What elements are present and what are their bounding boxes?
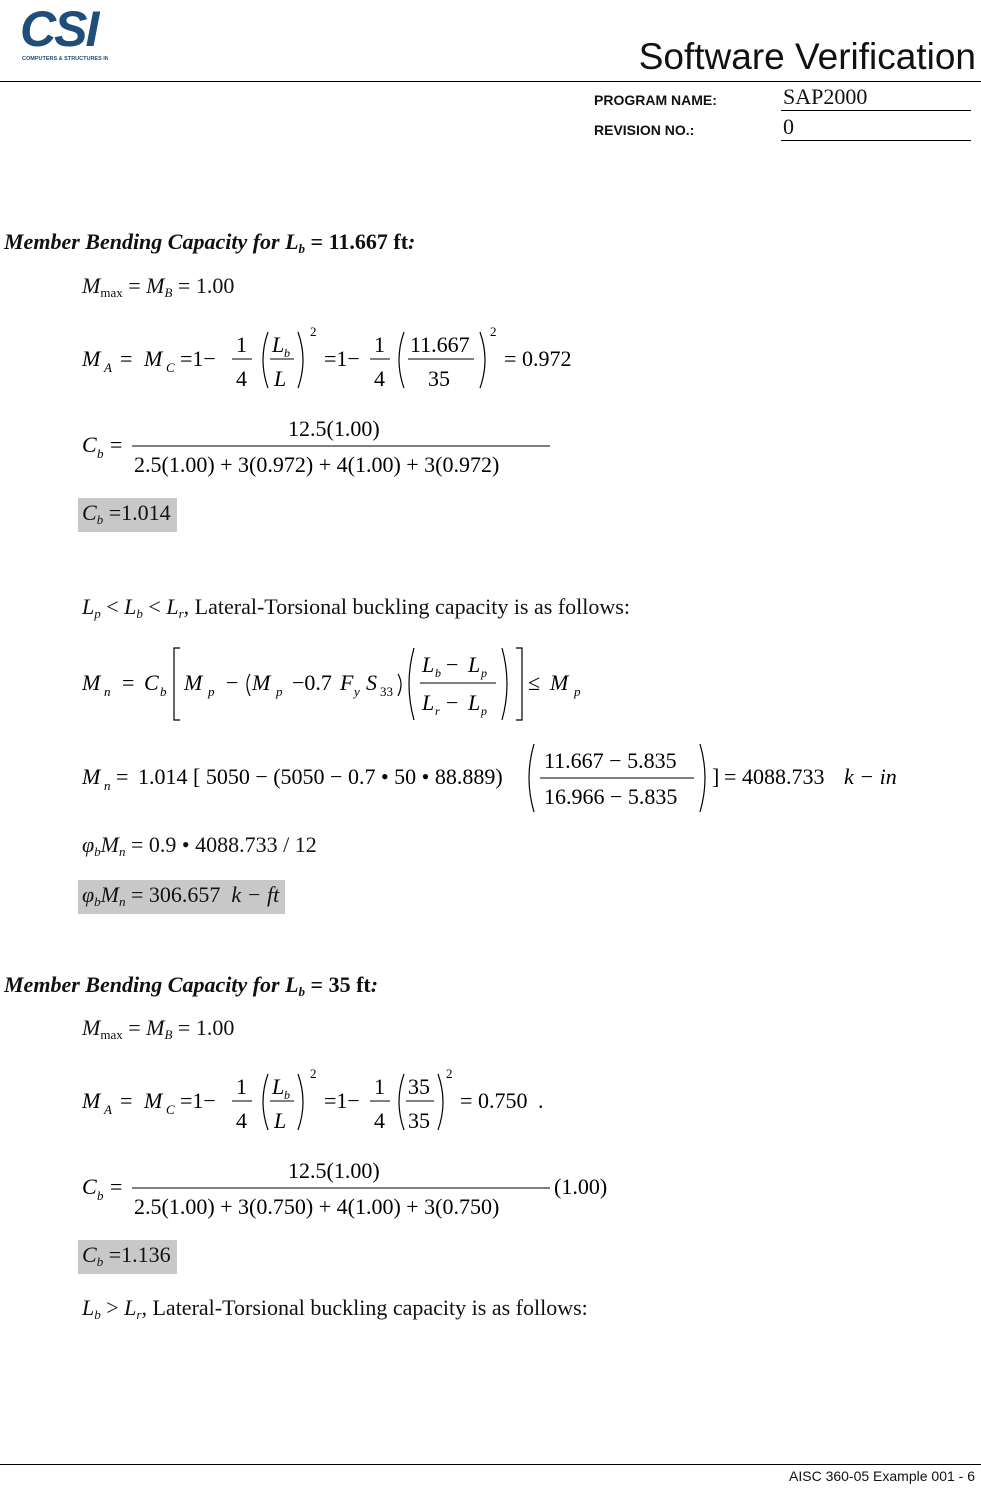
s2-ma-result: 0.750 bbox=[478, 1088, 528, 1113]
s1-mn-calc-left: 1.014 [ 5050 − (5050 − 0.7 • 50 • 88.889) bbox=[138, 764, 503, 789]
svg-text:M: M bbox=[82, 670, 101, 695]
svg-text:C: C bbox=[144, 670, 159, 695]
svg-text:A: A bbox=[104, 1102, 112, 1117]
svg-text:M: M bbox=[184, 670, 203, 695]
s2-ratio-num: 35 bbox=[408, 1074, 430, 1099]
svg-text:−: − bbox=[226, 670, 239, 695]
s1-cb-result-highlight: $C_b =1.014$ bbox=[78, 498, 177, 532]
svg-text:=: = bbox=[120, 1088, 133, 1113]
svg-text:A: A bbox=[104, 360, 112, 375]
s1-cb-equation bbox=[82, 408, 602, 484]
svg-text:p: p bbox=[481, 666, 487, 680]
svg-text:−: − bbox=[446, 652, 459, 677]
svg-text:=: = bbox=[120, 346, 133, 371]
svg-text:≤: ≤ bbox=[528, 670, 541, 695]
section1-heading: Member Bending Capacity for $L_b = 11.667$ ft: bbox=[4, 229, 416, 256]
revision-value: 0 bbox=[781, 114, 971, 141]
svg-text:C: C bbox=[82, 1174, 97, 1199]
svg-text:r: r bbox=[435, 704, 440, 718]
svg-text:M: M bbox=[144, 1088, 163, 1113]
svg-text:L: L bbox=[468, 652, 481, 677]
svg-text:p: p bbox=[481, 704, 487, 718]
svg-text:4: 4 bbox=[374, 1108, 385, 1133]
s1-phi-result-highlight: $\varphi_bM_n = 306.657$ k − ft bbox=[78, 880, 285, 914]
svg-text:p: p bbox=[574, 684, 581, 699]
s2-cb-denominator: 2.5(1.00) + 3(0.750) + 4(1.00) + 3(0.750) bbox=[134, 1194, 500, 1219]
svg-text:−: − bbox=[446, 690, 459, 715]
s1-mn-formula bbox=[82, 640, 602, 724]
s1-ltb-condition: $L_p < L_b < L_r$, Lateral-Torsional buckling capacity is as follows: bbox=[82, 594, 630, 621]
svg-text:=: = bbox=[460, 1088, 473, 1113]
svg-text:M: M bbox=[82, 346, 101, 371]
s2-ltb-condition: $L_b > L_r$, Lateral-Torsional buckling capacity is as follows: bbox=[82, 1295, 588, 1322]
svg-text:n: n bbox=[104, 778, 111, 793]
s2-ma-equation bbox=[82, 1064, 602, 1140]
svg-text:p: p bbox=[208, 684, 215, 699]
s2-ratio-den: 35 bbox=[408, 1108, 430, 1133]
s1-phi-calculation: $\varphi_bM_n = 0.9$ • 4088.733 / 12 bbox=[82, 832, 317, 859]
s2-mmax-equation: $M_{max} = M_B = 1.00$ bbox=[82, 1015, 235, 1042]
s2-cb-equation bbox=[82, 1150, 642, 1226]
logo-subtext: COMPUTERS & STRUCTURES INC. bbox=[22, 56, 108, 62]
svg-text:1: 1 bbox=[236, 332, 247, 357]
s1-mmax-equation: $M_{max} = M_B = 1.00$ bbox=[82, 273, 235, 300]
revision-label: REVISION NO.: bbox=[594, 122, 695, 138]
svg-text:=1−: =1− bbox=[180, 346, 216, 371]
svg-text:L: L bbox=[468, 690, 481, 715]
s1-mn-ratio-den: 16.966 − 5.835 bbox=[544, 784, 678, 809]
svg-text:C: C bbox=[166, 1102, 175, 1117]
s1-ma-equation bbox=[82, 322, 602, 398]
svg-text:=1−: =1− bbox=[324, 346, 360, 371]
svg-text:]: ] bbox=[712, 764, 720, 789]
svg-text:2: 2 bbox=[490, 324, 497, 339]
svg-text:=: = bbox=[724, 764, 737, 789]
svg-text:1: 1 bbox=[236, 1074, 247, 1099]
svg-text:b: b bbox=[97, 1188, 104, 1203]
header-divider bbox=[0, 81, 981, 82]
svg-text:=1−: =1− bbox=[180, 1088, 216, 1113]
s1-cb-denominator: 2.5(1.00) + 3(0.972) + 4(1.00) + 3(0.972) bbox=[134, 452, 500, 477]
s1-cb-numerator: 12.5(1.00) bbox=[288, 416, 380, 441]
svg-text:C: C bbox=[166, 360, 175, 375]
s1-mn-calculation bbox=[82, 738, 912, 818]
s2-cb-numerator: 12.5(1.00) bbox=[288, 1158, 380, 1183]
svg-text:b: b bbox=[97, 446, 104, 461]
section2-heading: Member Bending Capacity for $L_b = 35$ ft: bbox=[4, 972, 379, 999]
svg-text:=: = bbox=[116, 764, 129, 789]
svg-text:1: 1 bbox=[374, 332, 385, 357]
svg-text:2: 2 bbox=[446, 1066, 453, 1081]
svg-text:L: L bbox=[272, 332, 285, 357]
svg-text:S: S bbox=[366, 670, 377, 695]
svg-text:b: b bbox=[284, 1088, 290, 1102]
svg-text:M: M bbox=[144, 346, 163, 371]
s1-ratio-num: 11.667 bbox=[410, 332, 470, 357]
svg-text:=: = bbox=[122, 670, 135, 695]
svg-text:4: 4 bbox=[236, 1108, 247, 1133]
svg-text:p: p bbox=[276, 684, 283, 699]
svg-text:L: L bbox=[274, 366, 287, 391]
svg-text:b: b bbox=[284, 346, 290, 360]
s1-ratio-den: 35 bbox=[428, 366, 450, 391]
svg-text:y: y bbox=[354, 684, 360, 699]
s1-mn-result: 4088.733 bbox=[742, 764, 825, 789]
svg-text:33: 33 bbox=[380, 684, 393, 699]
svg-text:.: . bbox=[538, 1088, 544, 1113]
svg-text:=: = bbox=[504, 346, 517, 371]
s2-cb-multiplier: (1.00) bbox=[554, 1174, 608, 1199]
svg-text:b: b bbox=[435, 666, 441, 680]
svg-text:L: L bbox=[272, 1074, 285, 1099]
svg-text:C: C bbox=[82, 432, 97, 457]
svg-text:M: M bbox=[550, 670, 569, 695]
svg-text:L: L bbox=[422, 652, 435, 677]
svg-text:4: 4 bbox=[374, 366, 385, 391]
svg-text:1: 1 bbox=[374, 1074, 385, 1099]
company-logo bbox=[18, 2, 108, 64]
svg-text:M: M bbox=[82, 1088, 101, 1113]
logo-mark: CSI bbox=[20, 2, 98, 57]
svg-text:M: M bbox=[82, 764, 101, 789]
svg-text:=: = bbox=[110, 1174, 123, 1199]
s2-cb-result-highlight: $C_b =1.136$ bbox=[78, 1240, 177, 1274]
page-title: Software Verification bbox=[638, 36, 976, 77]
svg-text:F: F bbox=[340, 670, 354, 695]
program-name-value: SAP2000 bbox=[781, 84, 971, 111]
svg-text:4: 4 bbox=[236, 366, 247, 391]
footer-page-label: AISC 360-05 Example 001 - 6 bbox=[789, 1468, 975, 1484]
svg-text:2: 2 bbox=[310, 324, 317, 339]
svg-text:=: = bbox=[110, 432, 123, 457]
s1-mn-ratio-num: 11.667 − 5.835 bbox=[544, 748, 677, 773]
s1-ma-result: 0.972 bbox=[522, 346, 572, 371]
svg-text:L: L bbox=[274, 1108, 287, 1133]
program-name-label: PROGRAM NAME: bbox=[594, 92, 717, 108]
svg-text:b: b bbox=[160, 684, 167, 699]
svg-text:M: M bbox=[252, 670, 271, 695]
svg-text:2: 2 bbox=[310, 1066, 317, 1081]
svg-text:L: L bbox=[422, 690, 435, 715]
svg-text:n: n bbox=[104, 684, 111, 699]
svg-text:=1−: =1− bbox=[324, 1088, 360, 1113]
footer-divider bbox=[0, 1464, 981, 1465]
s1-mn-units: k − in bbox=[844, 764, 897, 789]
svg-text:−0.7: −0.7 bbox=[292, 670, 332, 695]
